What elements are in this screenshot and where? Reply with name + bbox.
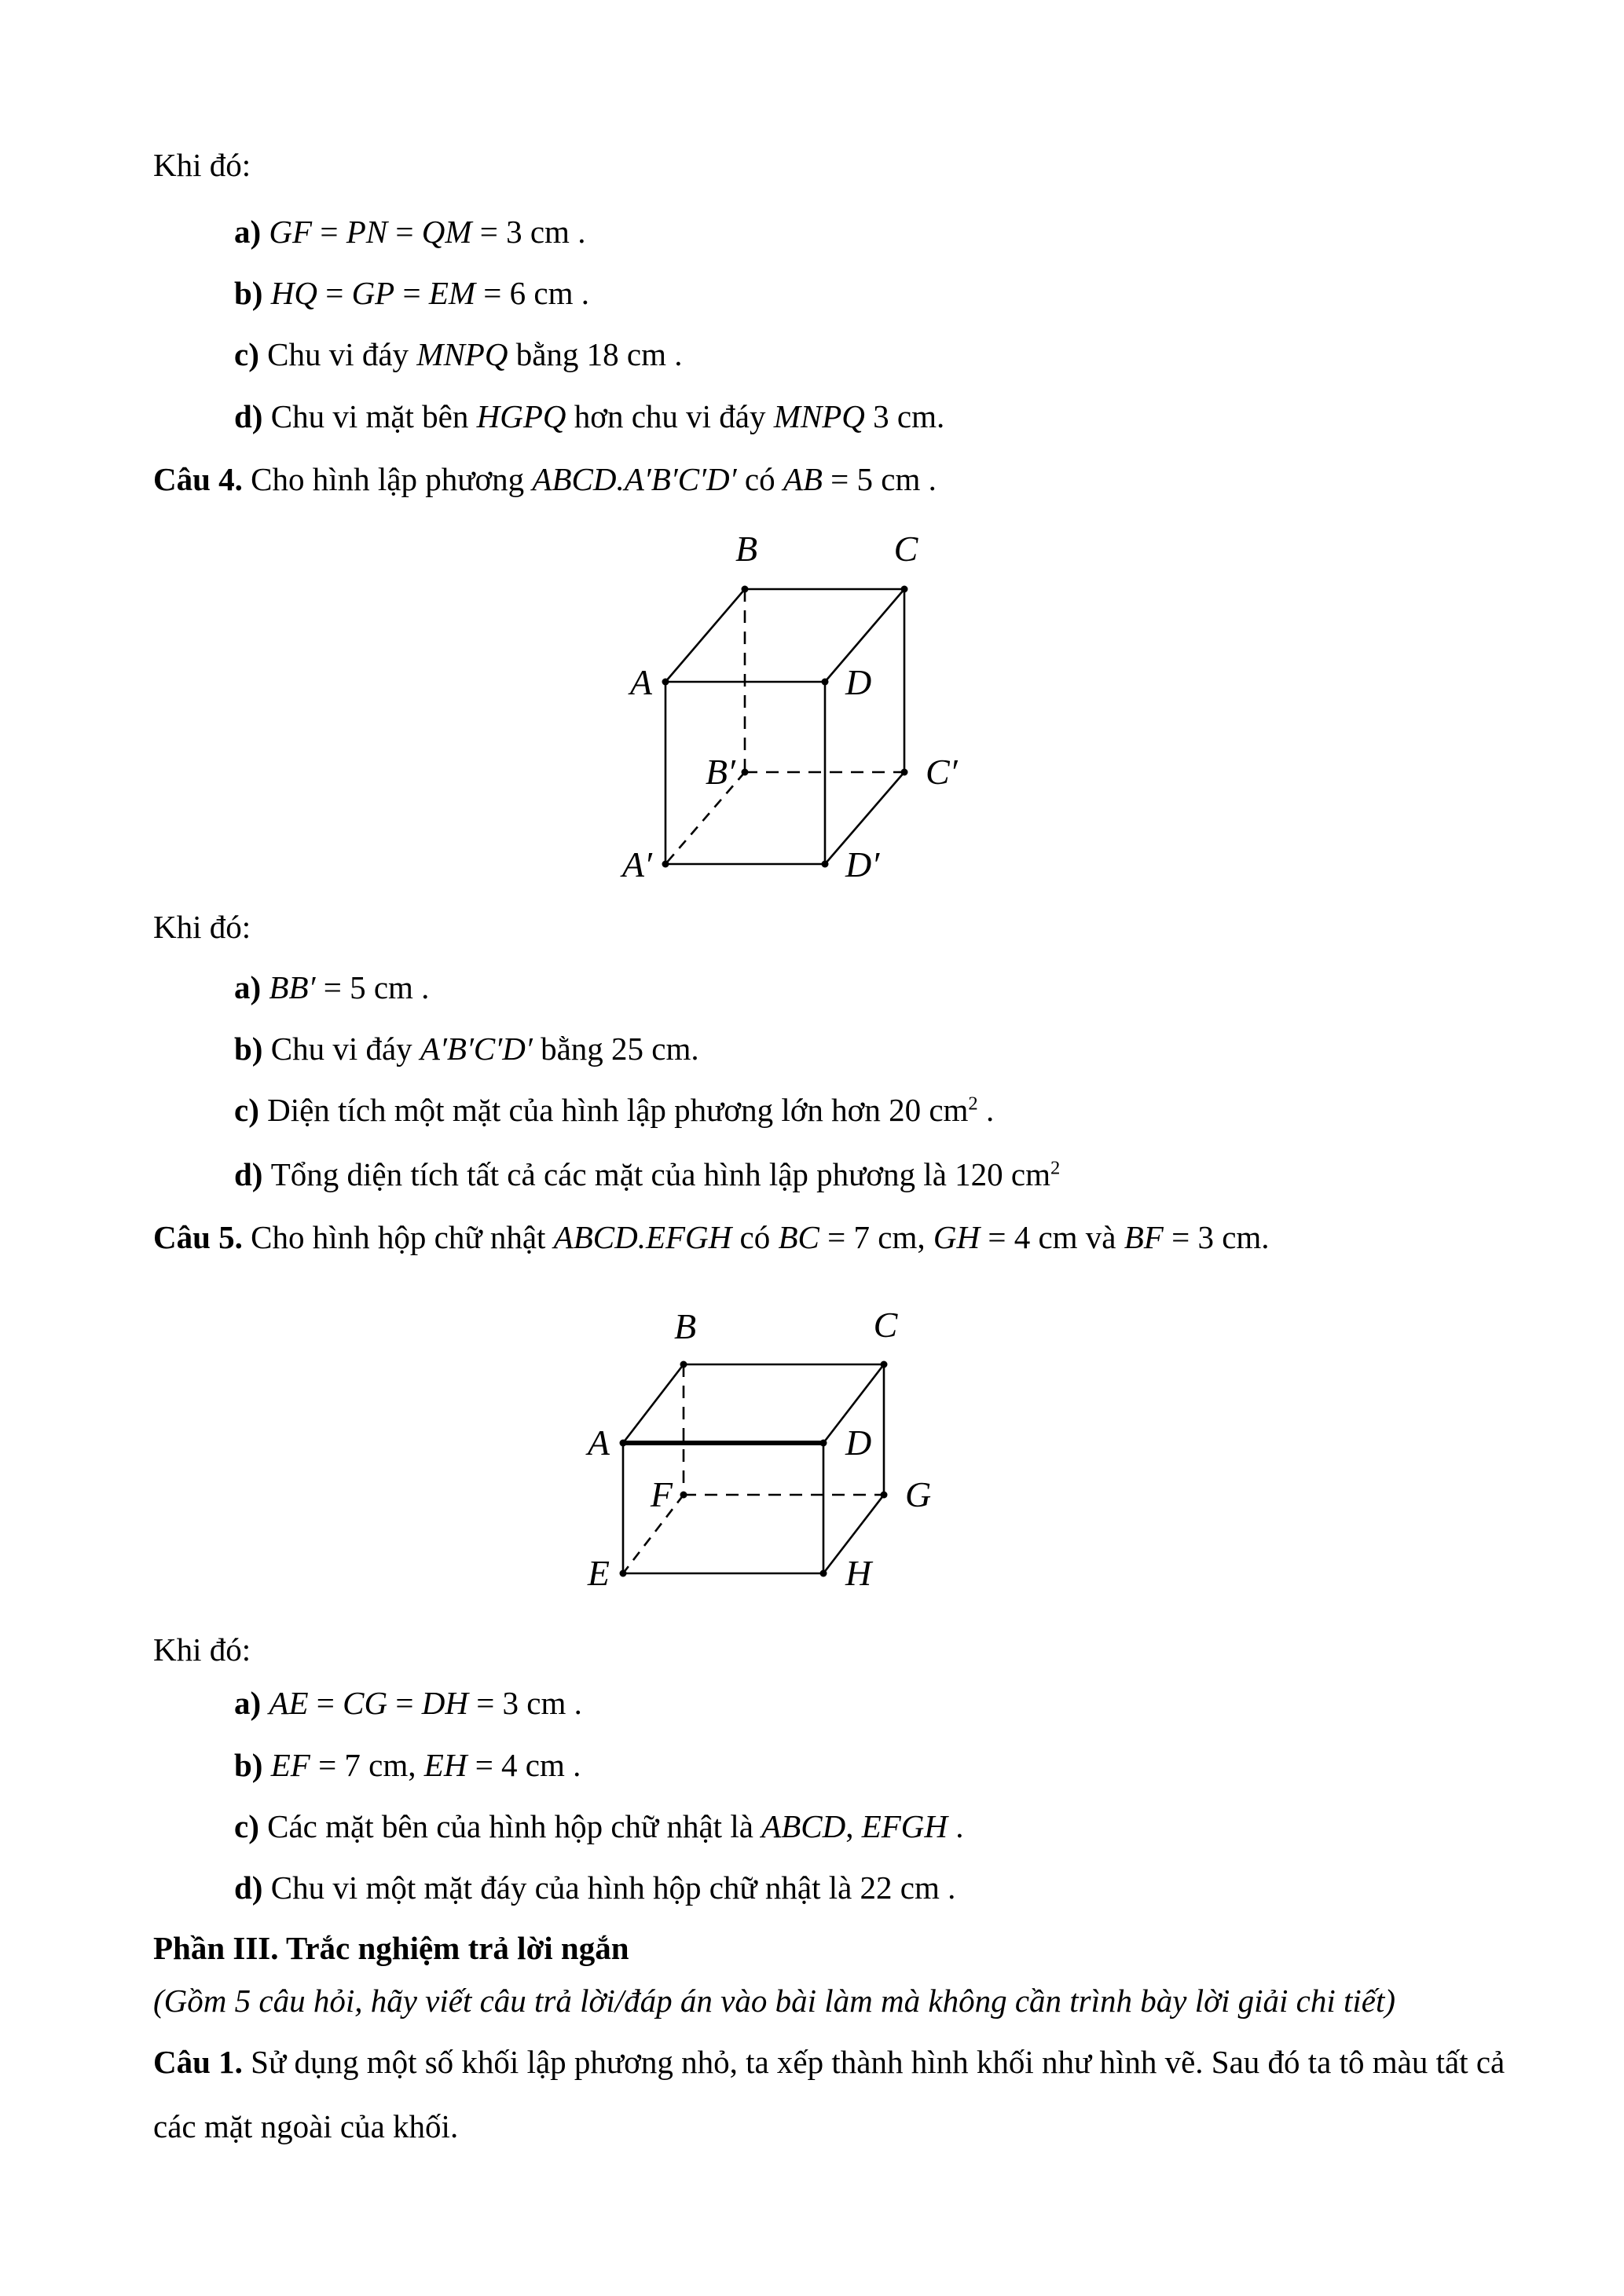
vertex-label-f: F [650,1474,673,1514]
statement-5a: a) BB′ = 5 cm . [234,969,430,1005]
vertex-label-b: B [673,1306,697,1346]
cube-vertex-labels [620,529,959,884]
statement-5b: b) Chu vi đáy A′B′C′D′ bằng 25 cm. [234,1031,699,1067]
part-iii-note: (Gồm 5 câu hỏi, hãy viết câu trả lời/đáp án vào bài làm mà không cần trình bày lời giải chi tiết) [153,1983,1396,2019]
statement-6a: a) AE = CG = DH = 3 cm . [234,1685,582,1721]
statement-4b: b) HQ = GP = EM = 6 cm . [234,275,590,311]
statement-4a: a) GF = PN = QM = 3 cm . [234,214,586,250]
khi-do-intro-2: Khi đó: [153,909,251,945]
vertex-label-d-prime: D′ [845,844,880,884]
vertex-label-b: B [735,529,758,569]
box-vertex-dots [620,1361,888,1577]
vertex-label-d: D [845,662,872,702]
part-iii-heading: Phần III. Trắc nghiệm trả lời ngắn [153,1930,629,1966]
statement-4c: c) Chu vi đáy MNPQ bằng 18 cm . [234,336,683,372]
vertex-label-e: E [587,1553,610,1593]
khi-do-intro-1: Khi đó: [153,147,251,183]
vertex-label-a: A [629,662,652,702]
box-figure [572,1298,949,1612]
vertex-label-d: D [845,1423,872,1463]
vertex-label-b-prime: B′ [705,752,735,792]
vertex-label-a-prime: A′ [621,844,652,884]
vertex-label-c-prime: C′ [926,752,958,792]
vertex-label-c: C [893,529,918,569]
vertex-label-c: C [873,1305,898,1345]
khi-do-intro-3: Khi đó: [153,1631,251,1668]
box-visible-edges [623,1364,884,1573]
statement-6c: c) Các mặt bên của hình hộp chữ nhật là ABCD, EFGH . [234,1808,964,1844]
statement-6d: d) Chu vi một mặt đáy của hình hộp chữ nhật là 22 cm . [234,1869,956,1906]
statement-4d: d) Chu vi mặt bên HGPQ hơn chu vi đáy MNPQ 3 cm. [234,398,945,434]
statement-6b: b) EF = 7 cm, EH = 4 cm . [234,1747,581,1783]
statement-5d: d) Tổng diện tích tất cả các mặt của hình lập phương là 120 $cm^2$ [234,1156,1061,1192]
question-cau-5: Câu 5. Cho hình hộp chữ nhật ABCD.EFGH có BC = 7 cm, GH = 4 cm và BF = 3 cm. [153,1219,1270,1255]
vertex-label-a: A [587,1423,610,1463]
box-hidden-edges [623,1364,884,1573]
vertex-label-h: H [845,1553,872,1593]
box-vertex-labels [585,1305,931,1593]
cube-visible-edges [665,589,904,864]
question-cau-4: Câu 4. Cho hình lập phương ABCD.A′B′C′D′ có AB = 5 cm . [153,461,937,497]
statement-5c: c) Diện tích một mặt của hình lập phương lớn hơn 20 $cm^2$ . [234,1092,995,1128]
question-cau-1-line-1: Câu 1. Sử dụng một số khối lập phương nhỏ, ta xếp thành hình khối như hình vẽ. Sau đó ta tô màu tất cả [153,2044,1505,2080]
question-cau-1-line-2: các mặt ngoài của khối. [153,2108,459,2144]
cube-figure [589,525,982,890]
vertex-label-g: G [905,1474,932,1514]
